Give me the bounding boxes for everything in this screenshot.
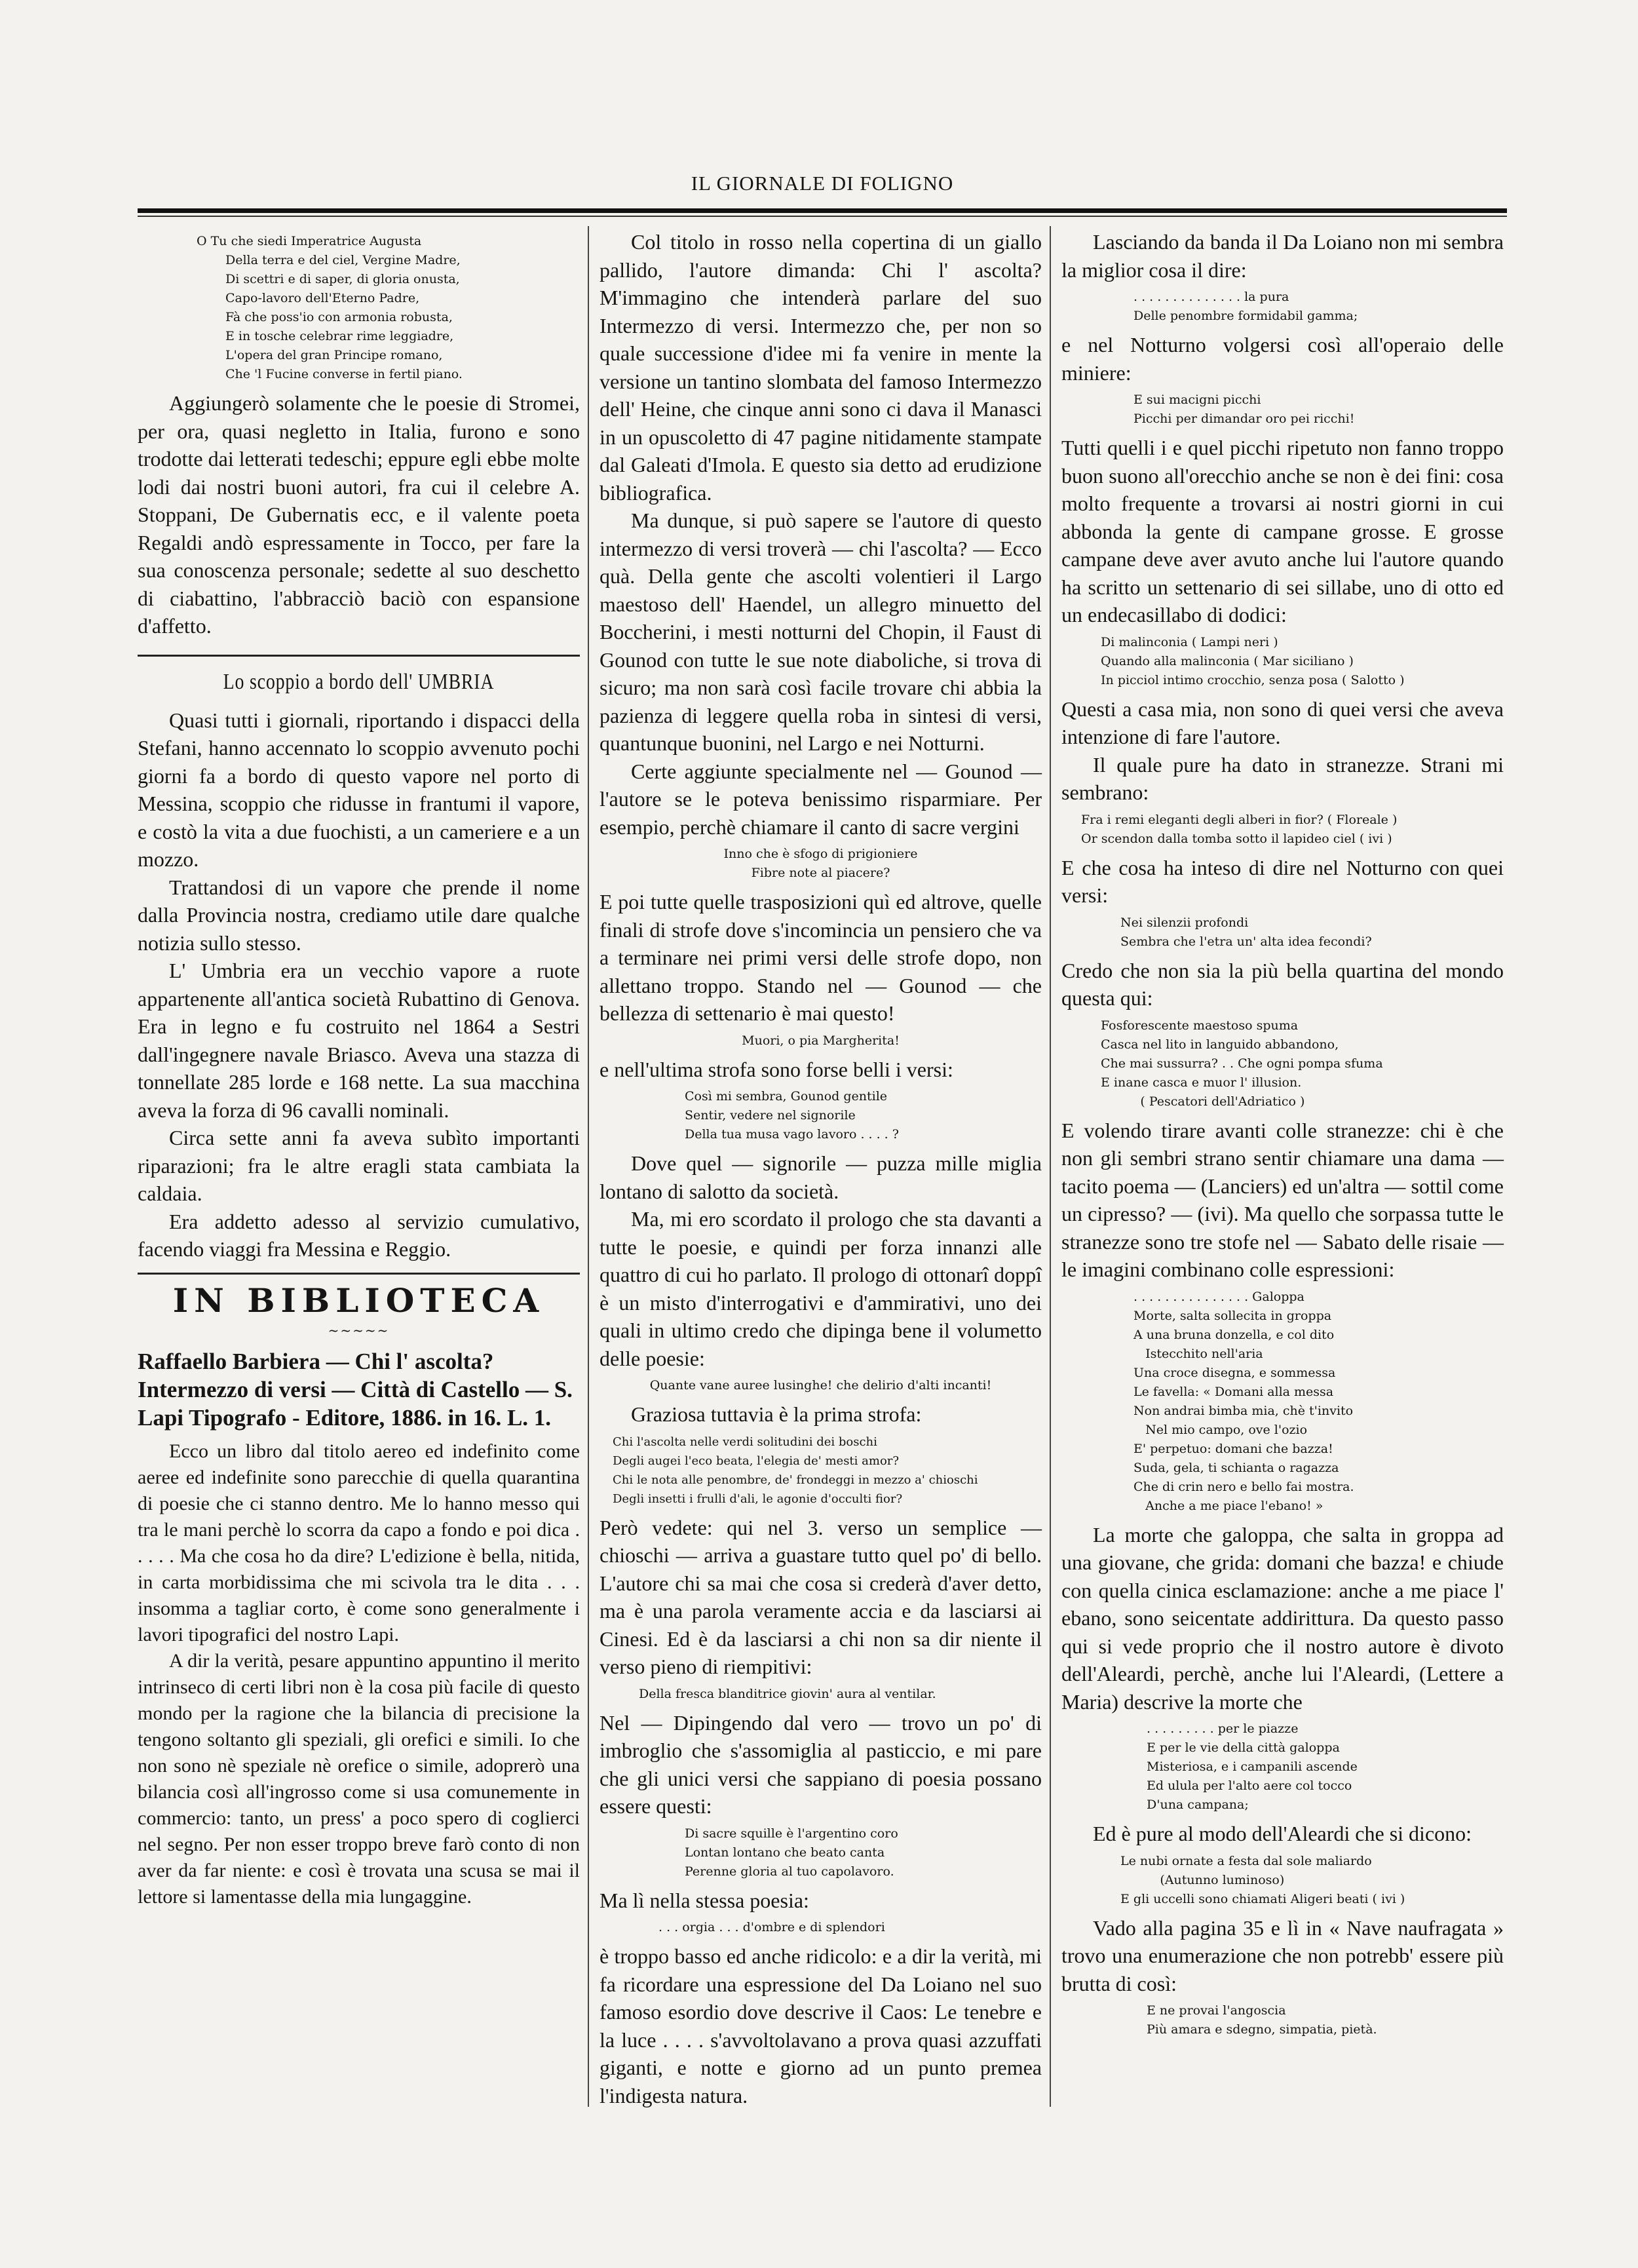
section-title: Lo scoppio a bordo dell' UMBRIA xyxy=(223,669,495,694)
poem-stanza xyxy=(138,232,580,384)
column-divider xyxy=(588,226,589,2107)
verse-line: Anche a me piace l'ebano! » xyxy=(1133,1498,1324,1513)
paragraph: Col titolo in rosso nella copertina di un giallo pallido, l'autore dimanda: Chi l' ascolta? M'immagino che intenderà parlare del suo Intermezzo di versi. Intermezzo che, per non so quale successione d'idee mi fa venire in mente la versione un tantino slombata del famoso Intermezzo dell' Heine, che cinque anni sono ci dava il Manasci in un opuscoletto di 47 pagine nitidamente stampate dal Galeati d'Imola. E questo sia detto ad erudizione bibliografica. xyxy=(600,230,1042,505)
quoted-verse xyxy=(600,1432,1042,1509)
quoted-verse xyxy=(600,1376,1042,1395)
verse-line: Degli augei l'eco beata, l'elegia de' mesti amor? xyxy=(613,1453,900,1468)
verse-line: E' perpetuo: domani che bazza! xyxy=(1133,1441,1333,1456)
quoted-verse xyxy=(1061,1720,1504,1815)
paragraph: Certe aggiunte specialmente nel — Gounod — l'autore se le poteva benissimo risparmiare. Per esempio, perchè chiamare il canto di sacre vergini xyxy=(600,759,1042,839)
paragraph: è troppo basso ed anche ridicolo: e a dir la verità, mi fa ricordare una espressione del Da Loiano nel suo famoso esordio dove descrive il Caos: Le tenebre e la luce . . . . s'avvoltolavano a prova quasi azzuffati giganti, e notte e giorno ad un punto premea l'indigesta natura. xyxy=(600,1944,1042,2107)
quoted-verse xyxy=(1061,391,1504,429)
verse-line: Così mi sembra, Gounod gentile xyxy=(685,1089,888,1104)
verse-line: Una croce disegna, e sommessa xyxy=(1133,1365,1336,1380)
quoted-verse xyxy=(600,845,1042,883)
verse-line: Fibre note al piacere? xyxy=(751,866,890,880)
verse-line: Casca nel lito in languido abbandono, xyxy=(1101,1037,1339,1052)
paragraph: e nel Notturno volgersi così all'operaio delle miniere: xyxy=(1061,333,1504,385)
verse-line: E per le vie della città galoppa xyxy=(1147,1740,1340,1755)
paragraph: Ma dunque, si può sapere se l'autore di questo intermezzo di versi troverà — chi l'ascolta? — Ecco quà. Della gente che ascolti volentieri il Largo maestoso dell' Haendel, un allegro minuetto del Boccherini, i mesti notturni del Chopin, il Faust di Gounod con tutte le sue note diaboliche, si trova di sicuro; ma non sarà così facile trovare chi abbia la pazienza di leggere quella roba in sintesi di versi, quantunque buonini, nel Largo e nei Notturni. xyxy=(600,509,1042,755)
quoted-verse xyxy=(1061,1016,1504,1111)
paragraph: Lasciando da banda il Da Loiano non mi sembra la miglior cosa il dire: xyxy=(1061,230,1504,282)
verse-line: Di scettri e di saper, di gloria onusta, xyxy=(225,272,460,286)
verse-line: Sembra che l'etra un' alta idea fecondi? xyxy=(1120,934,1372,949)
quoted-verse xyxy=(1061,288,1504,326)
column-divider xyxy=(1050,226,1051,2107)
verse-line: Sentir, vedere nel signorile xyxy=(685,1108,856,1123)
verse-line: Della tua musa vago lavoro . . . . ? xyxy=(685,1127,899,1142)
verse-line: O Tu che siedi Imperatrice Augusta xyxy=(197,234,422,248)
section-rule xyxy=(138,655,580,657)
paragraph: Quasi tutti i giornali, riportando i dispacci della Stefani, hanno accennato lo scoppio avvenuto pochi giorni fa a bordo di questo vapore nel porto di Messina, scoppio che ridusse in frantumi il vapore, e costò la vita a due fuochisti, a un cameriere e a un mozzo. xyxy=(138,708,580,871)
quoted-verse xyxy=(1061,1288,1504,1516)
masthead-rule xyxy=(138,208,1507,213)
verse-line: . . . orgia . . . d'ombre e di splendori xyxy=(658,1920,885,1934)
verse-line: E sui macigni picchi xyxy=(1133,393,1261,407)
column-2 xyxy=(600,228,1042,2109)
ornament: ~~~~~ xyxy=(328,1322,390,1338)
verse-line: E ne provai l'angoscia xyxy=(1147,2003,1286,2018)
verse-line: Della terra e del ciel, Vergine Madre, xyxy=(225,253,461,267)
paragraph: Tutti quelli i e quel picchi ripetuto non fanno troppo buon suono all'orecchio anche se non è dei fini: cosa molto frequente a trovarsi ai nostri giorni in cui abbonda la gente di campane grosse. E grosse campane deve aver avuto anche lui l'autore quando ha scritto un settenario di sei sillabe, uno di otto ed un endecasillabo di dodici: xyxy=(1061,436,1504,626)
paragraph: L' Umbria era un vecchio vapore a ruote appartenente all'antica società Rubattino di Genova. Era in legno e fu costruito nel 1864 a Sestri dall'ingegnere navale Briasco. Aveva una stazza di tonnellate 285 lorde e 168 nette. La sua macchina aveva la forza di 96 cavalli nominali. xyxy=(138,959,580,1122)
verse-line: Suda, gela, ti schianta o ragazza xyxy=(1133,1460,1339,1475)
verse-line: Muori, o pia Margherita! xyxy=(742,1033,900,1048)
verse-line: . . . . . . . . . . . . . . . Galoppa xyxy=(1133,1289,1305,1304)
verse-line: Fà che poss'io con armonia robusta, xyxy=(225,310,453,324)
verse-line: Di malinconia ( Lampi neri ) xyxy=(1101,634,1278,649)
verse-line: Più amara e sdegno, simpatia, pietà. xyxy=(1147,2022,1377,2037)
masthead-title: IL GIORNALE DI FOLIGNO xyxy=(691,172,954,195)
verse-line: . . . . . . . . . . . . . . la pura xyxy=(1133,290,1289,304)
paragraph: Graziosa tuttavia è la prima strofa: xyxy=(631,1402,922,1426)
verse-line: Di sacre squille è l'argentino coro xyxy=(685,1826,898,1841)
verse-line: Misteriosa, e i campanili ascende xyxy=(1147,1759,1358,1774)
paragraph: Dove quel — signorile — puzza mille miglia lontano di salotto da società. xyxy=(600,1151,1042,1203)
paragraph: Nel — Dipingendo dal vero — trovo un po' di imbroglio che s'assomiglia al pasticcio, e mi pare che gli unici versi che sappiano di poesia possano essere questi: xyxy=(600,1710,1042,1818)
quoted-verse xyxy=(600,1824,1042,1881)
paragraph: A dir la verità, pesare appuntino appuntino il merito intrinseco di certi libri non è la cosa più facile di questo mondo per la ragione che la bilancia di precisione la tengono soltanto gli speziali, gli orefici e simili. Io che non sono nè speziale nè orefice o simile, adoprerò una bilancia così all'ingrosso come si usa comunemente in commercio: tanto, un press' a poco spero di coglierci nel segno. Per non esser troppo breve farò conto di non aver da far niente: e così è trovata una scusa se mai il lettore si lamentasse della mia lungaggine. xyxy=(138,1649,580,1908)
paragraph: Trattandosi di un vapore che prende il nome dalla Provincia nostra, crediamo utile dare qualche notizia sullo stesso. xyxy=(138,875,580,955)
verse-line: Inno che è sfogo di prigioniere xyxy=(723,847,918,861)
quoted-verse xyxy=(1061,913,1504,951)
column-1 xyxy=(138,228,580,1910)
verse-line: Fra i remi eleganti degli alberi in fior? ( Floreale ) xyxy=(1081,812,1398,827)
book-citation: Raffaello Barbiera — Chi l' ascolta? Intermezzo di versi — Città di Castello — S. Lapi Tipografo - Editore, 1886. in 16. L. 1. xyxy=(138,1348,573,1431)
paragraph: e nell'ultima strofa sono forse belli i versi: xyxy=(600,1057,953,1081)
verse-line: Degli insetti i frulli d'ali, le agonie d'occulti fior? xyxy=(613,1491,903,1506)
paragraph: Era addetto adesso al servizio cumulativo, facendo viaggi fra Messina e Reggio. xyxy=(138,1209,580,1261)
paragraph: Ma, mi ero scordato il prologo che sta davanti a tutte le poesie, e quindi per forza innanzi alle quattro di cui ho parlato. Il prologo di ottonarî doppî è un misto d'interrogativi e d'ammirativi, uno dei quali in ultimo credo che dipinga bene il volumetto delle poesie: xyxy=(600,1207,1042,1370)
column-3 xyxy=(1061,228,1504,2045)
paragraph: Circa sette anni fa aveva subìto importanti riparazioni; fra le altre eragli stata cambiata la caldaia. xyxy=(138,1126,580,1205)
verse-line: Picchi per dimandar oro pei ricchi! xyxy=(1133,412,1355,426)
masthead-rule-thin xyxy=(138,216,1507,217)
verse-line: Istecchito nell'aria xyxy=(1133,1346,1263,1361)
section-title: IN BIBLIOTECA xyxy=(172,1280,545,1320)
paragraph: E che cosa ha inteso di dire nel Notturno con quei versi: xyxy=(1061,855,1504,907)
verse-line: In picciol intimo crocchio, senza posa ( Salotto ) xyxy=(1101,672,1405,687)
quoted-verse xyxy=(1061,633,1504,690)
verse-line: Morte, salta sollecita in groppa xyxy=(1133,1308,1332,1323)
paragraph: Ecco un libro dal titolo aereo ed indefinito come aeree ed indefinite sono parecchie di quella quarantina di poesie che ci stanno dentro. Me lo hanno messo qui tra le mani perchè lo scorra da capo a fondo e poi dica . . . . . Ma che cosa ho da dire? L'edizione è bella, nitida, in carta morbidissima che mi scivola tra le dita . . . insomma a tagliar corto, è come sono generalmente i lavori tipografici del nostro Lapi. xyxy=(138,1440,580,1645)
verse-line: ( Pescatori dell'Adriatico ) xyxy=(1101,1094,1305,1109)
verse-line: Lontan lontano che beato canta xyxy=(685,1845,885,1860)
verse-line: Delle penombre formidabil gamma; xyxy=(1133,309,1358,323)
verse-line: . . . . . . . . . per le piazze xyxy=(1147,1721,1299,1736)
verse-line: Nel mio campo, ove l'ozio xyxy=(1133,1422,1308,1437)
verse-line: Della fresca blanditrice giovin' aura al ventilar. xyxy=(639,1686,936,1701)
verse-line: Le favella: « Domani alla messa xyxy=(1133,1384,1334,1399)
verse-line: E gli uccelli sono chiamati Aligeri beati ( ivi ) xyxy=(1120,1891,1405,1906)
paragraph: Ma lì nella stessa poesia: xyxy=(600,1888,809,1912)
verse-line: D'una campana; xyxy=(1147,1797,1249,1812)
section-rule xyxy=(138,1273,580,1275)
paragraph: Aggiungerò solamente che le poesie di Stromei, per ora, quasi negletto in Italia, furono e sono trodotte dai letterati tedeschi; eppure egli ebbe molte lodi dai nostri buoni autori, fra cui il celebre A. Stoppani, De Gubernatis ecc, e il valente poeta Regaldi andò espressamente in Tocco, per fare la sua conoscenza personale; sedette al suo deschetto di ciabattino, l'abbracciò baciò con espansione d'affetto. xyxy=(138,391,580,638)
verse-line: Capo-lavoro dell'Eterno Padre, xyxy=(225,291,420,305)
verse-line: L'opera del gran Principe romano, xyxy=(225,348,443,362)
paragraph: La morte che galoppa, che salta in groppa ad una giovane, che grida: domani che bazza! e chiude con quella cinica esclamazione: anche a me piace l' ebano, sono seicentate addirittura. Da questo passo qui si vede proprio che il nostro autore è divoto dell'Aleardi, perchè, anche lui l'Aleardi, (Lettere a Maria) descrive la morte che xyxy=(1061,1522,1504,1714)
paragraph: Il quale pure ha dato in stranezze. Strani mi sembrano: xyxy=(1061,752,1504,804)
verse-line: Che mai sussurra? . . Che ogni pompa sfuma xyxy=(1101,1056,1383,1071)
paragraph: Però vedete: qui nel 3. verso un semplice — chioschi — arriva a guastare tutto quel po' di bello. L'autore chi sa mai che cosa si crederà d'aver detto, ma è una parola veramente accia e da lasciarsi ai Cinesi. Ed è da lasciarsi a chi non sa dir niente il verso pieno di riempitivi: xyxy=(600,1515,1042,1678)
paragraph: E poi tutte quelle trasposizioni quì ed altrove, quelle finali di strofe dove s'incomincia un pensiero che va a terminare nei primi versi delle strofe dopo, non allettano troppo. Stando nel — Gounod — che bellezza di settenario è mai questo! xyxy=(600,890,1042,1025)
paragraph: Questi a casa mia, non sono di quei versi che aveva intenzione di fare l'autore. xyxy=(1061,697,1504,748)
paragraph: E volendo tirare avanti colle stranezze: chi è che non gli sembri strano sentir chiamare una dama — tacito poema — (Lanciers) ed un'altra — sottil come un cipresso? — (ivi). Ma quello che sorpassa tutte le stranezze sono tre stofe nel — Sabato delle risaie — le imagini combinano colle espressioni: xyxy=(1061,1118,1504,1281)
verse-line: A una bruna donzella, e col dito xyxy=(1133,1327,1335,1342)
verse-line: (Autunno luminoso) xyxy=(1120,1872,1285,1887)
quoted-verse xyxy=(600,1031,1042,1050)
quoted-verse xyxy=(600,1918,1042,1937)
verse-line: Perenne gloria al tuo capolavoro. xyxy=(685,1864,894,1879)
verse-line: Chi le nota alle penombre, de' frondeggi in mezzo a' chioschi xyxy=(613,1472,978,1487)
verse-line: Chi l'ascolta nelle verdi solitudini dei boschi xyxy=(613,1434,877,1449)
quoted-verse xyxy=(1061,811,1504,849)
verse-line: Quando alla malinconia ( Mar siciliano ) xyxy=(1101,653,1354,668)
verse-line: E inane casca e muor l' illusion. xyxy=(1101,1075,1302,1090)
verse-line: Le nubi ornate a festa dal sole maliardo xyxy=(1120,1853,1372,1868)
quoted-verse xyxy=(600,1685,1042,1704)
quoted-verse xyxy=(1061,2001,1504,2039)
verse-line: Or scendon dalla tomba sotto il lapideo ciel ( ivi ) xyxy=(1081,831,1392,846)
quoted-verse xyxy=(600,1087,1042,1144)
verse-line: Nei silenzii profondi xyxy=(1120,915,1249,930)
verse-line: Non andrai bimba mia, chè t'invito xyxy=(1133,1403,1354,1418)
verse-line: Che 'l Fucine converse in fertil piano. xyxy=(225,367,463,381)
paragraph: Credo che non sia la più bella quartina del mondo questa qui: xyxy=(1061,958,1504,1010)
verse-line: Fosforescente maestoso spuma xyxy=(1101,1018,1299,1033)
quoted-verse xyxy=(1061,1852,1504,1909)
paragraph: Vado alla pagina 35 e lì in « Nave naufragata » trovo una enumerazione che non potrebb' essere più brutta di così: xyxy=(1061,1915,1504,1995)
verse-line: Che di crin nero e bello fai mostra. xyxy=(1133,1479,1354,1494)
verse-line: Ed ulula per l'alto aere col tocco xyxy=(1147,1778,1352,1793)
paragraph: Ed è pure al modo dell'Aleardi che si dicono: xyxy=(1093,1822,1472,1845)
verse-line: E in tosche celebrar rime leggiadre, xyxy=(225,329,454,343)
verse-line: Quante vane auree lusinghe! che delirio d'alti incanti! xyxy=(649,1378,992,1393)
